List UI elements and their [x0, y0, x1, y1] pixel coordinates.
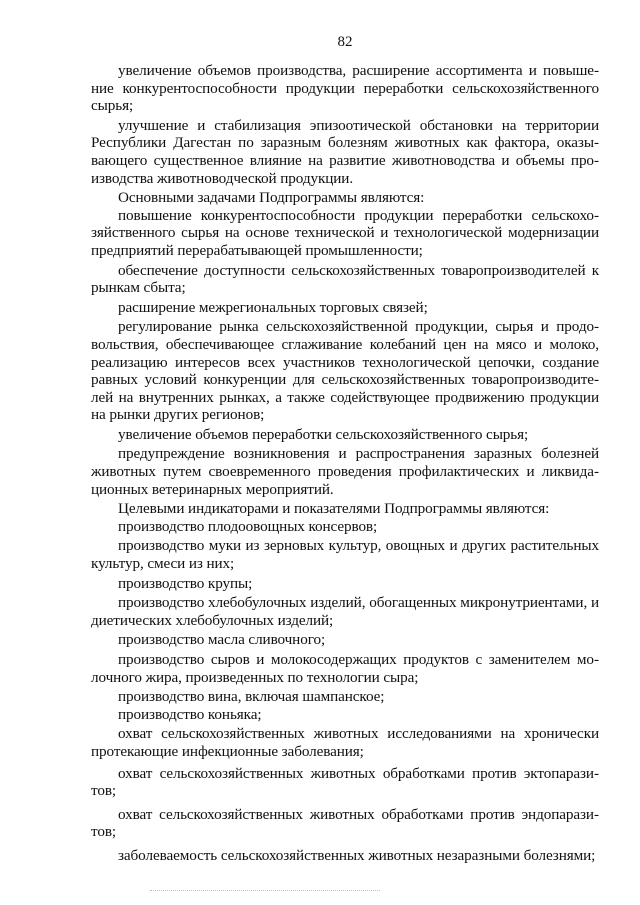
paragraph: регулирование рынка сельскохозяйственной продукции, сырья и продовольствия, обеспечивающее сглаживание колебаний цен на мясо и молоко, реализацию интересов всех участников технологической цепочки, создание равных условий конкуренции для сельскохозяйственных товаропроизводителей на внутренних рынках, а также содействующее продвижению продукции на рынки других регионов; [91, 318, 599, 424]
paragraph: увеличение объемов производства, расширение ассортимента и повышение конкурентоспособности продукции переработки сельскохозяйственного сырья; [91, 62, 599, 115]
page-number: 82 [337, 34, 353, 50]
paragraph: повышение конкурентоспособности продукции переработки сельскохозяйственного сырья на основе технической и технологической модернизации предприятий перерабатывающей промышленности; [91, 206, 599, 259]
paragraph: обеспечение доступности сельскохозяйственных товаропроизводителей к рынкам сбыта; [91, 261, 599, 297]
paragraph: охват сельскохозяйственных животных обработками против эндопаразитов; [91, 805, 599, 841]
paragraph: охват сельскохозяйственных животных исследованиями на хронически протекающие инфекционные заболевания; [91, 725, 599, 760]
paragraph: заболеваемость сельскохозяйственных животных незаразными болезнями; [118, 846, 596, 864]
paragraph: улучшение и стабилизация эпизоотической обстановки на территории Республики Дагестан по заразным болезням животных как фактора, оказывающего существенное влияние на развитие животноводства и объемы производства животноводческой продукции. [91, 116, 599, 187]
paragraph: охват сельскохозяйственных животных обработками против эктопаразитов; [91, 764, 599, 800]
paragraph: производство хлебобулочных изделий, обогащенных микронутриентами, и диетических хлебобулочных изделий; [91, 594, 599, 629]
paragraph: производство вина, включая шампанское; [118, 688, 385, 706]
paragraph: увеличение объемов переработки сельскохозяйственного сырья; [118, 425, 529, 443]
paragraph: производство муки из зерновых культур, овощных и других растительных культур, смеси из них; [91, 537, 599, 573]
paragraph: Основными задачами Подпрограммы являются: [118, 189, 425, 207]
paragraph: предупреждение возникновения и распространения заразных болезней животных путем своевременного проведения профилактических и ликвидационных ветеринарных мероприятий. [91, 445, 599, 498]
scan-artifact [150, 890, 380, 894]
paragraph: расширение межрегиональных торговых связей; [118, 298, 428, 316]
paragraph: производство сыров и молокосодержащих продуктов с заменителем молочного жира, произведенных по технологии сыра; [91, 651, 599, 686]
paragraph: производство плодоовощных консервов; [118, 517, 378, 535]
paragraph: Целевыми индикаторами и показателями Подпрограммы являются: [118, 500, 550, 518]
paragraph: производство крупы; [118, 574, 253, 592]
document-body [91, 62, 599, 865]
paragraph: производство масла сливочного; [118, 631, 326, 649]
paragraph: производство коньяка; [118, 705, 262, 723]
